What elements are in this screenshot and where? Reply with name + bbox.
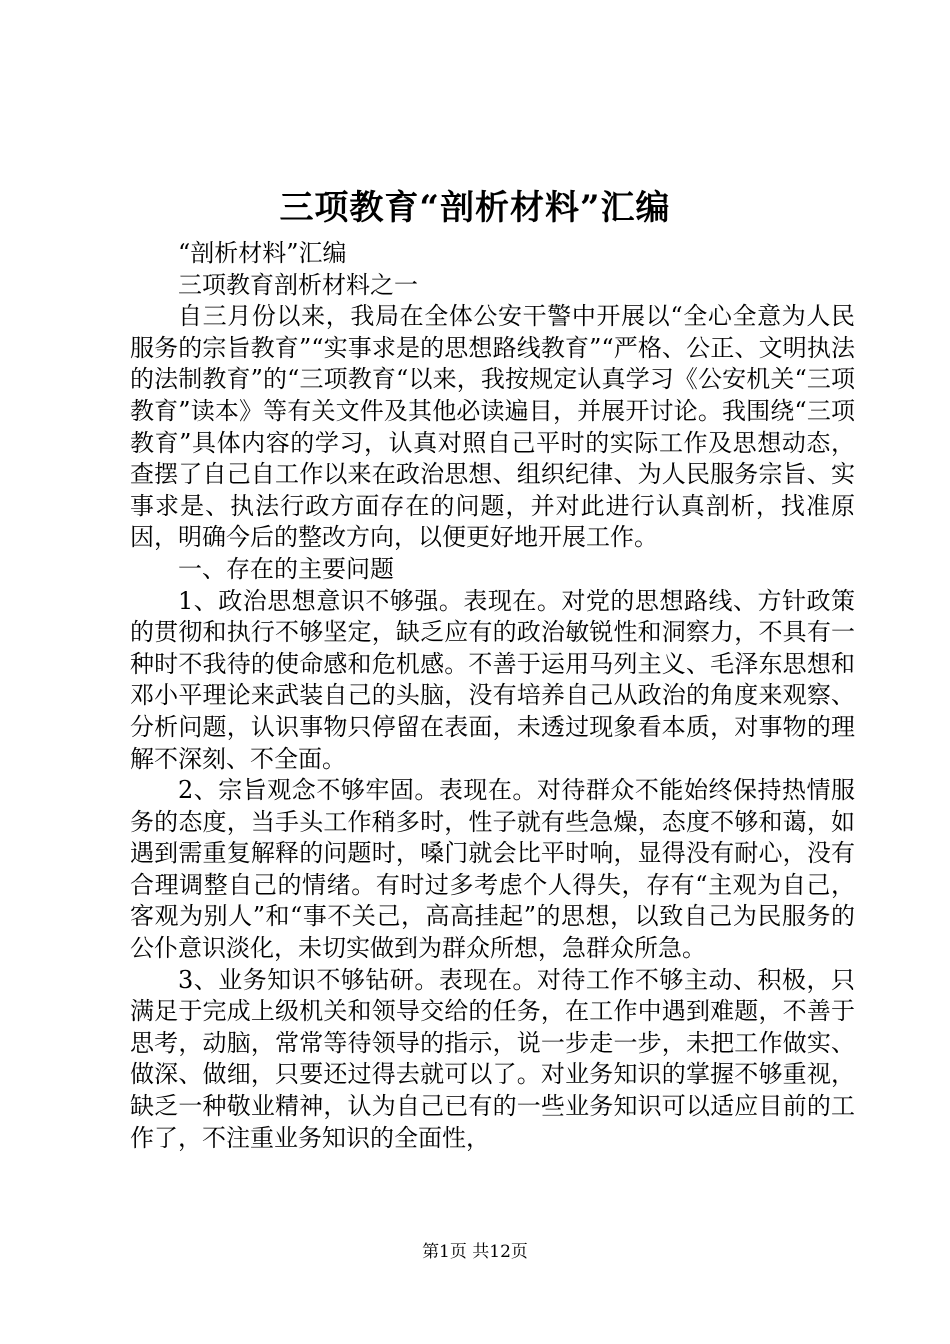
paragraph-item-2: 2、宗旨观念不够牢固。表现在。对待群众不能始终保持热情服务的态度，当手头工作稍多时，性子就有些急燥，态度不够和蔼，如遇到需重复解释的问题时，嗓门就会比平时响，显得没有耐心，没有合理调整自己的情绪。有时过多考虑个人得失，存有“主观为自己，客观为别人”和“事不关己，高高挂起”的思想，以致自己为民服务的公仆意识淡化，未切实做到为群众所想，急群众所急。 (130, 776, 855, 963)
paragraph-item-3: 3、业务知识不够钻研。表现在。对待工作不够主动、积极，只满足于完成上级机关和领导交给的任务，在工作中遇到难题，不善于思考，动脑，常常等待领导的指示，说一步走一步，未把工作做实、做深、做细，只要还过得去就可以了。对业务知识的掌握不够重视，缺乏一种敬业精神，认为自己已有的一些业务知识可以适应目前的工作了，不注重业务知识的全面性， (130, 965, 855, 1152)
document-title: 三项教育“剖析材料”汇编 (279, 188, 671, 228)
heading-main-problems: 一、存在的主要问题 (178, 554, 394, 583)
paragraph-item-1: 1、政治思想意识不够强。表现在。对党的思想路线、方针政策的贯彻和执行不够坚定，缺乏应有的政治敏锐性和洞察力，不具有一种时不我待的使命感和危机感。不善于运用马列主义、毛泽东思想和邓小平理论来武装自己的头脑，没有培养自己从政治的角度来观察、分析问题，认识事物只停留在表面，未透过现象看本质，对事物的理解不深刻、不全面。 (130, 586, 855, 773)
paragraph-subtitle: “剖析材料”汇编 (178, 239, 347, 267)
page-number-footer: 第1页 共12页 (422, 1242, 528, 1262)
paragraph-section-name: 三项教育剖析材料之一 (178, 270, 418, 299)
document-body (130, 238, 855, 1154)
paragraph-intro: 自三月份以来，我局在全体公安干警中开展以“全心全意为人民服务的宗旨教育”“实事求是的思想路线教育”“严格、公正、文明执法的法制教育”的“三项教育“以来，我按规定认真学习《公安机关“三项教育”读本》等有关文件及其他必读遍目，并展开讨论。我围绕“三项教育”具体内容的学习，认真对照自己平时的实际工作及思想动态，查摆了自己自工作以来在政治思想、组织纪律、为人民服务宗旨、实事求是、执法行政方面存在的问题，并对此进行认真剖析，找准原因，明确今后的整改方向，以便更好地开展工作。 (130, 302, 855, 552)
